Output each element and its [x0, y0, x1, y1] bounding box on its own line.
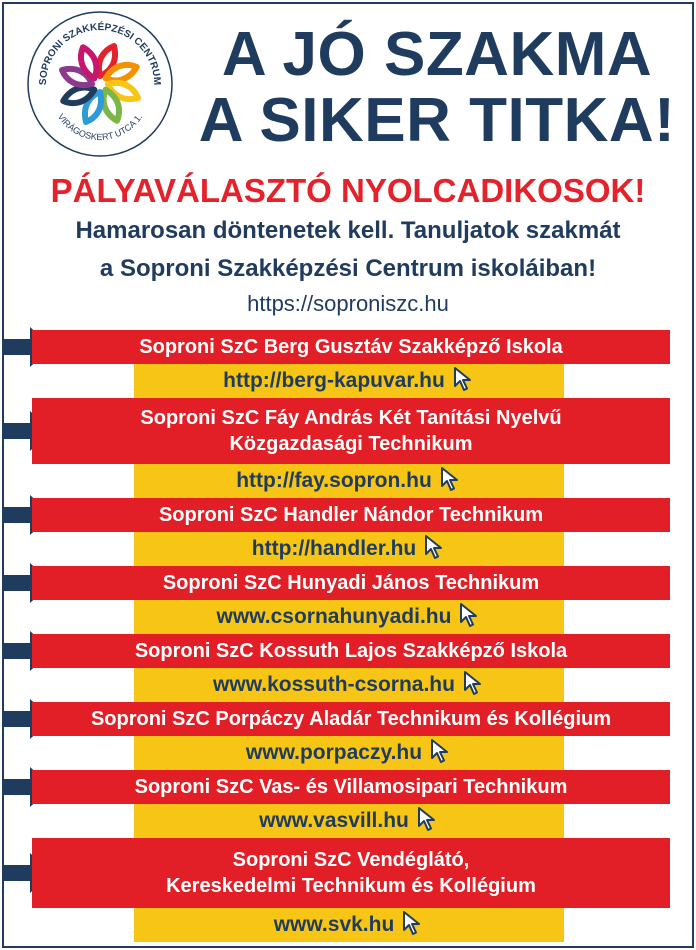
school-url-link[interactable]: www.csornahunyadi.hu: [216, 605, 452, 628]
school-name-line: Közgazdasági Technikum: [229, 433, 473, 455]
school-name-bar: [32, 498, 670, 532]
cursor-icon: [402, 910, 424, 936]
cursor-icon: [463, 670, 485, 696]
school-url-link[interactable]: www.kossuth-csorna.hu: [213, 673, 455, 696]
intro-line-2: a Soproni Szakképzési Centrum iskoláiban!: [99, 255, 597, 282]
school-name-line: Soproni SzC Fáy András Két Tanítási Nyelvű: [140, 407, 562, 429]
school-name-bar: [32, 702, 670, 736]
logo-bottom-text: VIRÁGOSKERT UTCA 1.: [55, 111, 145, 143]
intro-line-1: Hamarosan döntenetek kell. Tanuljatok szakmát: [75, 217, 621, 244]
school-url-bar[interactable]: [134, 464, 564, 498]
school-name-bar: [32, 398, 670, 464]
school-name-line: Soproni SzC Berg Gusztáv Szakképző Iskola: [139, 336, 563, 358]
headline-line-2: A SIKER TITKA!: [198, 86, 676, 155]
school-url-link[interactable]: www.vasvill.hu: [259, 809, 409, 832]
site-url-link[interactable]: https://soproniszc.hu: [247, 291, 449, 316]
school-name-line: Soproni SzC Kossuth Lajos Szakképző Iskola: [134, 640, 568, 662]
school-url-bar[interactable]: [134, 364, 564, 398]
school-name-line: Soproni SzC Handler Nándor Technikum: [158, 504, 544, 526]
cursor-icon: [424, 534, 446, 560]
school-url-bar[interactable]: [134, 736, 564, 770]
cursor-icon: [459, 602, 481, 628]
school-name-bar: [32, 770, 670, 804]
cursor-icon: [430, 738, 452, 764]
cursor-icon: [453, 366, 475, 392]
cursor-icon: [440, 466, 462, 492]
school-url-bar[interactable]: [134, 532, 564, 566]
school-name-line: Soproni SzC Vas- és Villamosipari Technikum: [134, 776, 568, 798]
logo-top-text: SOPRONI SZAKKÉPZÉSI CENTRUM: [37, 21, 163, 86]
poster: [2, 2, 694, 948]
school-name-line: Soproni SzC Porpáczy Aladár Technikum és Kollégium: [90, 708, 612, 730]
szc-logo: [26, 10, 174, 158]
school-url-link[interactable]: www.svk.hu: [273, 913, 395, 936]
school-name-line: Kereskedelmi Technikum és Kollégium: [166, 875, 536, 897]
school-url-bar[interactable]: [134, 804, 564, 838]
school-name-bar: [32, 838, 670, 908]
subheading: PÁLYAVÁLASZTÓ NYOLCADIKOSOK!: [50, 172, 646, 209]
school-url-link[interactable]: www.porpaczy.hu: [245, 741, 423, 764]
school-url-link[interactable]: http://berg-kapuvar.hu: [223, 369, 445, 392]
headline-line-1: A JÓ SZAKMA: [221, 20, 653, 89]
school-name-line: Soproni SzC Hunyadi János Technikum: [162, 572, 540, 594]
school-name-bar: [32, 634, 670, 668]
school-url-link[interactable]: http://fay.sopron.hu: [236, 469, 432, 492]
school-url-bar[interactable]: [134, 908, 564, 942]
school-name-bar: [32, 566, 670, 600]
cursor-icon: [417, 806, 439, 832]
school-name-bar: [32, 330, 670, 364]
school-url-bar[interactable]: [134, 668, 564, 702]
school-url-link[interactable]: http://handler.hu: [251, 537, 417, 560]
school-url-bar[interactable]: [134, 600, 564, 634]
school-name-line: Soproni SzC Vendéglátó,: [232, 849, 470, 871]
